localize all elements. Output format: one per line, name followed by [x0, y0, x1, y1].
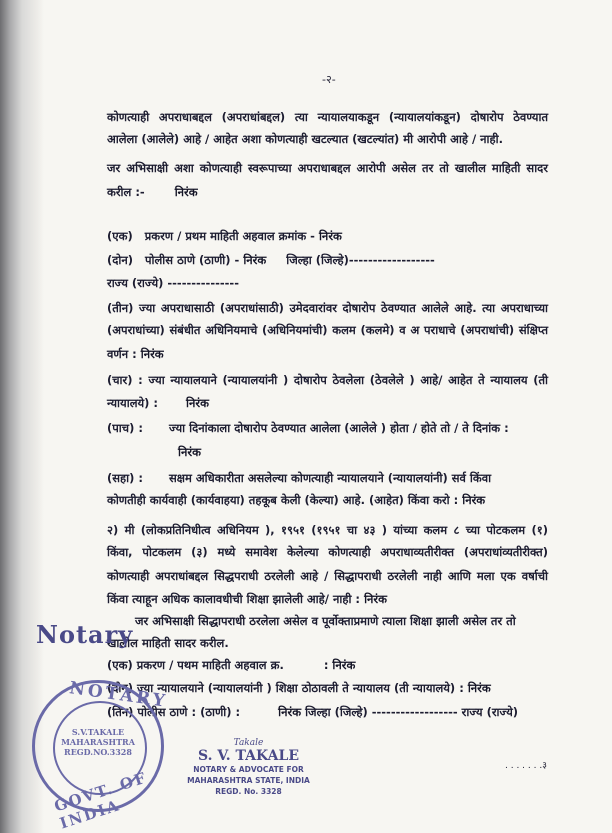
item-chaar-last [107, 395, 548, 411]
item-text: सक्षम अधिकारीता असलेल्या कोणत्याही न्यायालयाने (न्यायालयांनी) सर्व किंवा [168, 471, 492, 485]
item-text: वर्णन : [107, 347, 137, 361]
nil-value: निरंक [140, 347, 164, 361]
item-teen: (तीन) ज्या अपराधासाठी (अपराधांसाठी) उमेदवारांवर दोषारोप ठेवण्यात आलेले आहे. त्या अपराधाच्या [107, 301, 548, 315]
item-don [107, 252, 548, 268]
nil-value: निरंक [174, 185, 198, 199]
notary-stamp [176, 738, 321, 797]
item-saha-last [107, 492, 548, 508]
notary-seal [32, 678, 169, 833]
para2-last [107, 591, 548, 607]
page-number: -२- [322, 73, 336, 86]
item-chaar: (चार) : ज्या न्यायालयाने (न्यायालयांनी ) दोषारोप ठेवलेला (ठेवलेले ) आहे/ आहेत ते न्यायालय (ती [107, 373, 548, 387]
rajya: राज्य (राज्ये) --------------- [107, 276, 239, 290]
item2-teen [107, 704, 548, 720]
item-text: किंवा त्याहून अधिक कालावधीची शिक्षा झालेली आहे/ नाही : [107, 592, 361, 606]
item-label: (सहा) : [107, 471, 143, 485]
continuation-marker: . . . . . . .३ [505, 761, 547, 771]
item2-ek [107, 657, 548, 673]
nil-value: निरंक [278, 705, 302, 719]
item-teen-last [107, 346, 548, 362]
nil-value: निरंक [364, 592, 387, 606]
notary-line: NOTARY & ADVOCATE FOR [193, 765, 304, 774]
nil-value: निरंक [462, 493, 486, 507]
item-text: पोलीस ठाणे (ठाणी) - [145, 253, 240, 267]
para3: जर अभिसाक्षी सिद्धापराधी ठरलेला असेल व पूर्वोक्ताप्रमाणे त्याला शिक्षा झाली असेल तर तो [135, 614, 516, 628]
nil-value: निरंक [186, 396, 209, 410]
notary-line: REGD. No. 3328 [215, 787, 282, 796]
item-text: (तिन) पोलीस ठाणे : (ठाणी) : [107, 705, 241, 719]
seal-regd: REGD.NO.3328 [64, 747, 132, 757]
seal-top-text: NOTARY [68, 678, 169, 712]
item-ek [107, 228, 548, 244]
para2-line: कोणत्याही अपराधांबद्दल सिद्धपराधी ठरलेली आहे / सिद्धापराधी ठरलेली नाही आणि मला एक वर्षाची [107, 569, 548, 583]
para1-line: कोणत्याही अपराधाबद्दल (अपराधांबद्दल) त्या न्यायालयाकडून (न्यायालयांकडून) दोषारोप ठेवण्यात [107, 110, 548, 124]
notary-line: MAHARASHTRA STATE, INDIA [187, 776, 310, 785]
para2-line: २) मी (लोकप्रतिनिधीत्व अधिनियम ), १९५१ (१९५१ चा ४३ ) यांच्या कलम ८ च्या पोटकलम (१) [107, 523, 548, 537]
nil-value: : निरंक [323, 658, 356, 672]
item-text: जिल्हा (जिल्हे) ------------------ राज्य (राज्ये) [305, 705, 519, 719]
item-label: (दोन) [107, 253, 133, 267]
nil-value: निरंक [318, 229, 342, 243]
seal-bottom-text: GOVT. OF INDIA [52, 768, 150, 833]
seal-center [49, 727, 147, 757]
para1-line: जर अभिसाक्षी अशा कोणत्याही स्वरूपाच्या अपराधाबद्दल आरोपी असेल तर तो खालील माहिती सादर [107, 161, 548, 175]
para1-last [107, 184, 548, 200]
item-text: ज्या दिनांकाला दोषारोप ठेवण्यात आलेला (आलेले ) होता / होते तो / ते दिनांक : [168, 421, 509, 435]
item-text: (दोन) ज्या न्यायालयाने (न्यायालयांनी ) शिक्षा ठोठावली ते न्यायालय (ती न्यायालये) : [107, 681, 464, 695]
item-text: न्यायालये) : [107, 396, 159, 410]
seal-name: S.V.TAKALE [71, 727, 125, 737]
para3-last: खालील माहिती सादर करील. [107, 636, 229, 650]
nil-value: निरंक [467, 681, 491, 695]
item-saha [107, 470, 548, 486]
nil-value: निरंक [178, 445, 201, 459]
item-label: (एक) [107, 229, 133, 243]
item-text: कोणतीही कार्यवाही (कार्यवाहया) तहकूब केली (केल्या) आहे. (आहेत) किंवा करो : [107, 493, 459, 507]
item-text: (एक) प्रकरण / पथम माहिती अहवाल क्र. [107, 658, 284, 672]
item-paach [107, 420, 548, 436]
item-label: (पाच) : [107, 421, 143, 435]
district: जिल्हा (जिल्हे)------------------ [286, 253, 435, 267]
item2-don [107, 680, 548, 696]
karil: करील :- [107, 185, 145, 199]
notary-watermark: Notary [36, 620, 134, 649]
notary-name: S. V. TAKALE [197, 748, 299, 764]
seal-state: MAHARASHTRA [61, 737, 135, 747]
para1-line: आलेला (आलेले) आहे / आहेत अशा कोणत्याही खटल्यात (खटल्यांत) मी आरोपी आहे / नाही. [107, 132, 503, 146]
item-teen: (अपराधांच्या) संबंधीत अधिनियमाचे (अधिनियमांची) कलम (कलमे) व अ पराधाचे (अपराधांची) संक्षिप्त [107, 323, 548, 337]
item-text: प्रकरण / प्रथम माहिती अहवाल क्रमांक - [144, 229, 315, 243]
binding-shadow [0, 0, 44, 833]
signature: Takale [233, 738, 264, 748]
nil-value: निरंक [243, 253, 267, 267]
para2-line: किंवा, पोटकलम (३) मध्ये समावेश केलेल्या कोणत्याही अपराधाव्यतीरीक्त (अपराधांव्यतीरीक्त) [107, 545, 548, 559]
